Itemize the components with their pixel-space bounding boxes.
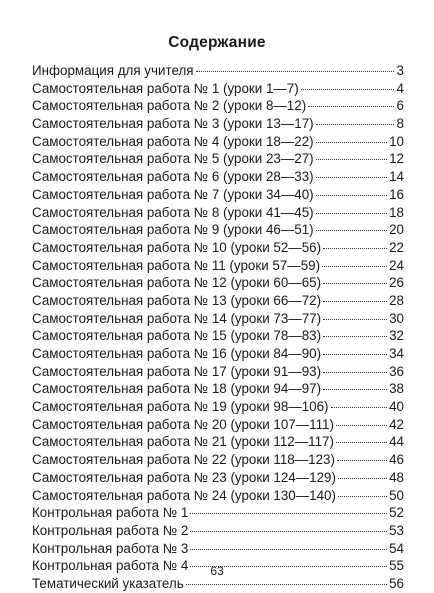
toc-dot-leader [196, 71, 394, 72]
toc-entry-label: Самостоятельная работа № 14 (уроки 73—77) [32, 310, 322, 326]
toc-entry-page: 22 [389, 239, 404, 255]
toc-entry-page: 18 [389, 204, 404, 220]
toc-entry [32, 97, 404, 115]
toc-entry [32, 133, 404, 151]
toc-entry-page: 24 [389, 257, 404, 273]
toc-entry [32, 186, 404, 204]
toc-entry [32, 398, 404, 416]
toc-entry-label: Самостоятельная работа № 5 (уроки 23—27) [32, 151, 314, 167]
toc-entry-label: Контрольная работа № 3 [32, 540, 189, 556]
toc-entry-page: 26 [389, 275, 404, 291]
toc-dot-leader [316, 159, 387, 160]
toc-entry-page: 50 [389, 487, 404, 503]
toc-entry-label: Информация для учителя [32, 63, 194, 78]
toc-entry-page: 55 [389, 558, 404, 574]
toc-entry [32, 416, 404, 434]
toc-entry-label: Тематический указатель [32, 575, 184, 591]
toc-entry-label: Контрольная работа № 4 [32, 558, 189, 574]
toc-dot-leader [337, 460, 387, 461]
toc-entry-label: Контрольная работа № 2 [32, 522, 189, 538]
toc-entry [32, 168, 404, 186]
toc-dot-leader [316, 124, 394, 125]
toc-dot-leader [323, 372, 387, 373]
toc-entry-label: Самостоятельная работа № 7 (уроки 34—40) [32, 186, 314, 202]
toc-entry-label: Самостоятельная работа № 2 (уроки 8—12) [32, 98, 307, 114]
toc-entry-page: 52 [389, 505, 404, 521]
toc-entry-label: Самостоятельная работа № 1 (уроки 1—7) [32, 80, 299, 96]
toc-entry [32, 274, 404, 292]
toc-entry-label: Самостоятельная работа № 20 (уроки 107—111) [32, 416, 334, 432]
toc-dot-leader [316, 177, 387, 178]
toc-entry-page: 38 [389, 381, 404, 397]
toc-entry [32, 363, 404, 381]
toc-entry [32, 504, 404, 522]
toc-dot-leader [186, 584, 387, 585]
toc-entry-label: Самостоятельная работа № 16 (уроки 84—90) [32, 346, 322, 361]
toc-entry-label: Самостоятельная работа № 24 (уроки 130—140) [32, 487, 336, 503]
toc-dot-leader [323, 319, 387, 320]
toc-entry-page: 20 [389, 222, 404, 238]
toc-entry-label: Самостоятельная работа № 13 (уроки 66—72) [32, 292, 322, 308]
toc-dot-leader [338, 478, 387, 479]
toc-entry [32, 257, 404, 275]
toc-entry-page: 40 [389, 399, 404, 415]
toc-entry [32, 62, 404, 80]
toc-dot-leader [336, 425, 387, 426]
toc-entry [32, 204, 404, 222]
toc-entry-page: 34 [389, 346, 404, 361]
toc-entry-page: 56 [389, 575, 404, 591]
toc-entry-page: 54 [389, 540, 404, 556]
toc-dot-leader [316, 230, 387, 231]
toc-entry [32, 292, 404, 310]
toc-entry [32, 540, 404, 558]
toc-entry [32, 469, 404, 487]
toc-entry-label: Самостоятельная работа № 4 (уроки 18—22) [32, 133, 314, 149]
toc-entry [32, 239, 404, 257]
toc-dot-leader [323, 301, 387, 302]
toc-entry [32, 433, 404, 451]
toc-dot-leader [323, 248, 387, 249]
toc-entry-label: Самостоятельная работа № 15 (уроки 78—83) [32, 328, 322, 344]
toc-dot-leader [338, 496, 387, 497]
toc-entry-page: 28 [389, 292, 404, 308]
toc-entry-label: Самостоятельная работа № 23 (уроки 124—129) [32, 469, 336, 485]
toc-entry-label: Самостоятельная работа № 3 (уроки 13—17) [32, 116, 314, 132]
toc-entry-page: 30 [389, 310, 404, 326]
toc-entry [32, 380, 404, 398]
toc-entry-label: Самостоятельная работа № 8 (уроки 41—45) [32, 204, 314, 220]
toc-dot-leader [301, 89, 394, 90]
toc-dot-leader [190, 513, 387, 514]
toc-dot-leader [190, 531, 387, 532]
toc-entry-page: 32 [389, 328, 404, 344]
toc-entry [32, 451, 404, 469]
toc-title: Содержание [168, 34, 266, 51]
toc-entry-page: 10 [389, 133, 404, 149]
toc-entry-label: Самостоятельная работа № 22 (уроки 118—123) [32, 452, 335, 468]
toc-entry [32, 150, 404, 168]
toc-entry [32, 310, 404, 328]
toc-entry-page: 8 [396, 116, 404, 132]
toc-entry-label: Самостоятельная работа № 21 (уроки 112—117) [32, 434, 334, 450]
toc-dot-leader [316, 195, 387, 196]
toc-entry [32, 487, 404, 505]
toc-entry-page: 4 [396, 80, 404, 96]
toc-entry-label: Контрольная работа № 1 [32, 505, 189, 521]
toc-dot-leader [308, 106, 394, 107]
toc-entry-label: Самостоятельная работа № 6 (уроки 28—33) [32, 169, 314, 185]
toc-entry-label: Самостоятельная работа № 12 (уроки 60—65) [32, 275, 322, 291]
toc-entry-page: 36 [389, 363, 404, 379]
toc-entry-label: Самостоятельная работа № 9 (уроки 46—51) [32, 222, 314, 238]
toc-entry-page: 46 [389, 452, 404, 468]
toc-entry-label: Самостоятельная работа № 17 (уроки 91—93) [32, 363, 322, 379]
toc-entry-label: Самостоятельная работа № 18 (уроки 94—97) [32, 381, 322, 397]
toc-entry-label: Самостоятельная работа № 19 (уроки 98—106) [32, 399, 329, 415]
toc-dot-leader [316, 213, 387, 214]
toc-entry-page: 14 [389, 169, 404, 185]
page-number: 63 [210, 564, 224, 578]
toc-entry-page: 42 [389, 416, 404, 432]
toc-entry-page: 3 [396, 63, 404, 78]
toc-entry [32, 115, 404, 133]
toc-entry-label: Самостоятельная работа № 11 (уроки 57—59) [32, 257, 321, 273]
toc-entry [32, 327, 404, 345]
toc-dot-leader [322, 266, 387, 267]
toc-entry [32, 221, 404, 239]
toc-entry-page: 48 [389, 469, 404, 485]
toc-dot-leader [190, 549, 387, 550]
toc-entry [32, 345, 404, 363]
toc-entry [32, 80, 404, 98]
toc-dot-leader [331, 407, 388, 408]
toc-dot-leader [323, 389, 387, 390]
toc-dot-leader [316, 142, 387, 143]
toc-list [32, 62, 404, 593]
toc-entry-page: 6 [396, 98, 404, 114]
toc-entry [32, 522, 404, 540]
toc-dot-leader [336, 442, 387, 443]
toc-dot-leader [323, 283, 387, 284]
toc-dot-leader [323, 354, 387, 355]
toc-dot-leader [323, 336, 387, 337]
toc-entry-page: 16 [389, 186, 404, 202]
toc-entry-page: 53 [389, 522, 404, 538]
toc-entry-page: 44 [389, 434, 404, 450]
toc-entry-page: 12 [389, 151, 404, 167]
toc-entry-label: Самостоятельная работа № 10 (уроки 52—56) [32, 239, 322, 255]
